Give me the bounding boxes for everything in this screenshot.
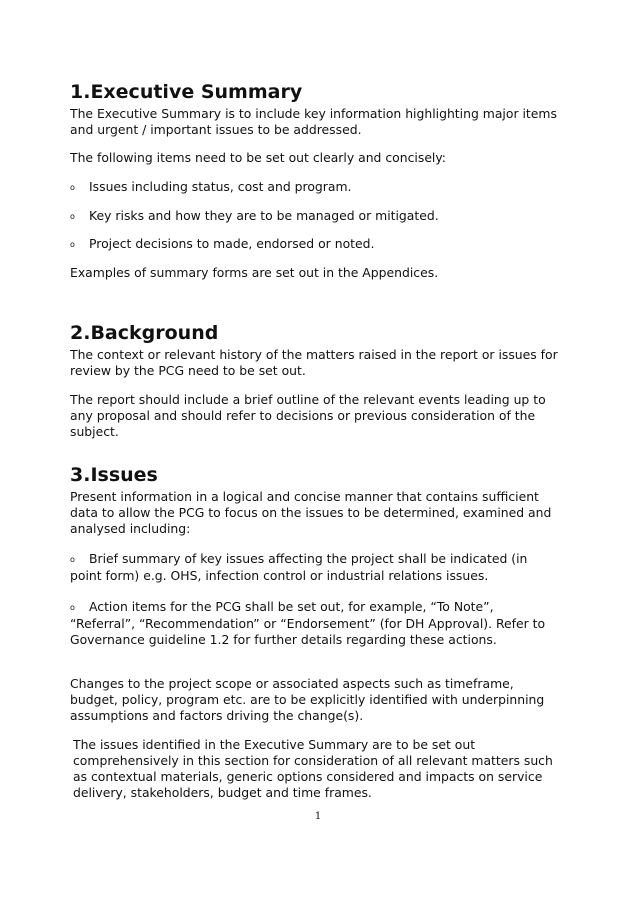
- background-p1: The context or relevant history of the matters raised in the report or issues for review by the PCG need to be set out.: [70, 347, 558, 378]
- executive-closing: Examples of summary forms are set out in the Appendices.: [70, 265, 439, 280]
- executive-intro: The Executive Summary is to include key information highlighting major items and urgent / important issues to be addressed.: [70, 106, 557, 137]
- issues-identified: The issues identified in the Executive Summary are to be set out comprehensively in this section for consideration of all relevant matters such as contextual materials, generic options considered and impacts on service delivery, stakeholders, budget and time frames.: [73, 737, 553, 800]
- bullet-marker: o: [70, 240, 75, 249]
- issues-intro: Present information in a logical and concise manner that contains sufficient data to allow the PCG to focus on the issues to be determined, examined and analysed including:: [70, 489, 552, 536]
- background-p2: The report should include a brief outline of the relevant events leading up to any proposal and should refer to decisions or previous consideration of the subject.: [70, 392, 546, 439]
- issues-bullet-2: [70, 599, 560, 648]
- bullet-marker: o: [70, 603, 75, 612]
- issues-changes: Changes to the project scope or associated aspects such as timeframe, budget, policy, program etc. are to be explicitly identified with underpinning assumptions and factors driving the change(s).: [70, 676, 545, 723]
- executive-bullet-2: [70, 208, 560, 225]
- bullet-marker: o: [70, 212, 75, 221]
- bullet-text: Brief summary of key issues affecting the project shall be indicated (in point form) e.g. OHS, infection control or industrial relations issues.: [70, 551, 528, 583]
- bullet-text: Issues including status, cost and program.: [89, 179, 352, 194]
- executive-bullet-1: [70, 179, 560, 196]
- heading-background: 2.Background: [70, 322, 219, 344]
- bullet-text: Action items for the PCG shall be set out, for example, “To Note”, “Referral”, “Recommendation” or “Endorsement” (for DH Approval). Refer to Governance guideline 1.2 for further details regarding these actions.: [70, 599, 546, 647]
- bullet-text: Key risks and how they are to be managed or mitigated.: [89, 208, 439, 223]
- executive-lead: The following items need to be set out clearly and concisely:: [70, 150, 446, 165]
- heading-issues: 3.Issues: [70, 464, 158, 486]
- heading-executive-summary: 1.Executive Summary: [70, 81, 303, 103]
- bullet-marker: o: [70, 555, 75, 564]
- issues-bullet-1: [70, 551, 560, 584]
- bullet-marker: o: [70, 183, 75, 192]
- executive-bullet-3: [70, 236, 560, 253]
- bullet-text: Project decisions to made, endorsed or noted.: [89, 236, 375, 251]
- page-number: 1: [314, 811, 322, 822]
